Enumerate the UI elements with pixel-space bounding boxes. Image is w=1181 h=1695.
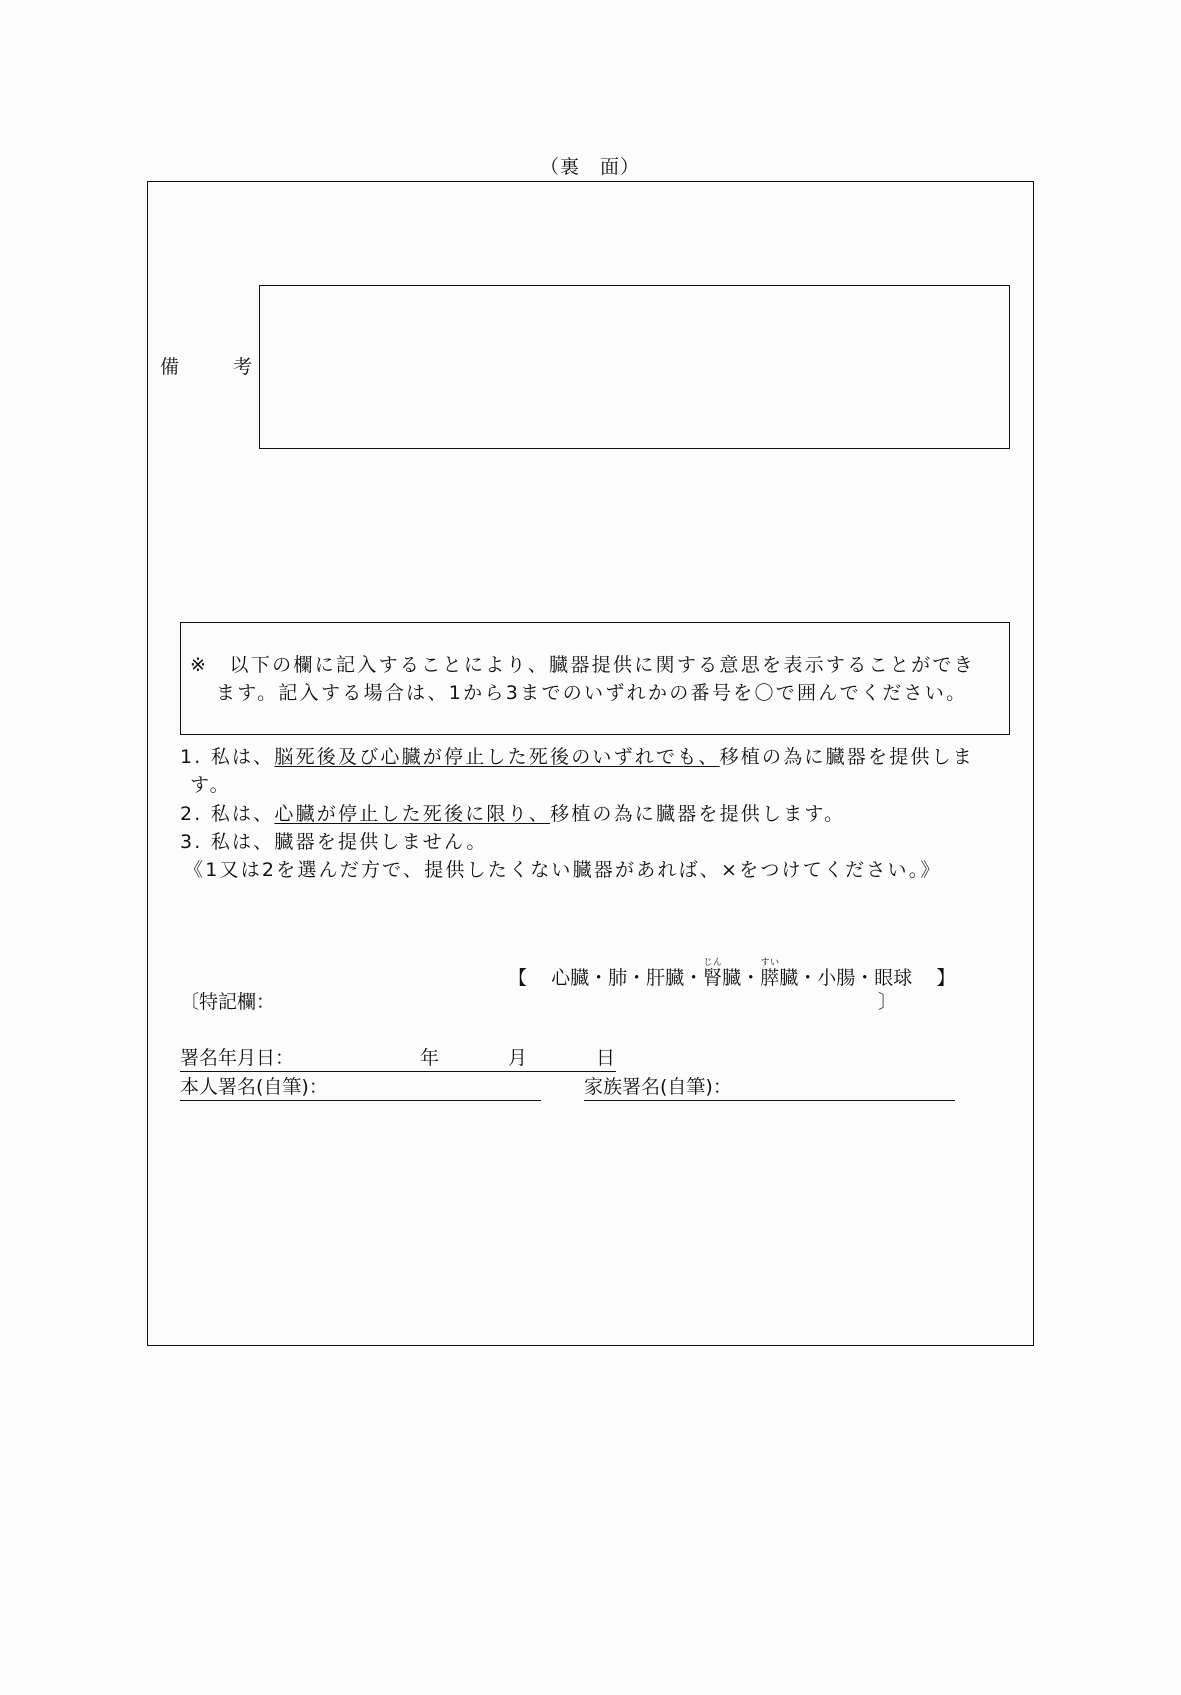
family-signature-field[interactable] — [584, 1072, 955, 1101]
option-number: 1. — [180, 746, 203, 768]
option-condition: 脳死後及び心臓が停止した死後のいずれでも、 — [274, 746, 720, 768]
organ-lung[interactable]: 肺 — [608, 967, 628, 989]
special-notes-close-bracket: 〕 — [878, 991, 898, 1013]
remarks-label-char-2: 考 — [233, 356, 253, 378]
organ-heart[interactable]: 心臓 — [551, 967, 590, 989]
remarks-field[interactable] — [259, 285, 1010, 449]
self-signature-label: 本人署名(自筆)： — [180, 1076, 328, 1098]
option-number: 3. — [180, 831, 203, 853]
organ-liver[interactable]: 肝臓 — [646, 967, 685, 989]
notice-text — [190, 651, 1010, 707]
organ-small-intestine[interactable]: 小腸 — [817, 967, 856, 989]
organ-exclusion-instruction: 《1又は2を選んだ方で、提供したくない臓器があれば、×をつけてください。》 — [184, 859, 942, 881]
organ-kidney[interactable]: 腎じん臓 — [703, 958, 742, 989]
option-1-continued: す。 — [190, 774, 231, 796]
special-notes-field[interactable] — [290, 985, 870, 1011]
special-notes-label: 〔特記欄： — [180, 991, 276, 1013]
notice-line-2: ます。記入する場合は、1から3までのいずれかの番号を〇で囲んでください。 — [216, 682, 968, 704]
remarks-label — [160, 352, 252, 379]
option-2[interactable]: 2. 私は、心臓が停止した死後に限り、移植の為に臓器を提供します。 — [180, 803, 846, 825]
self-signature-field[interactable] — [180, 1072, 541, 1101]
organ-list: 【 心臓・肺・肝臓・腎じん臓・膵すい臓・小腸・眼球 】 — [508, 958, 956, 989]
option-condition: 心臓が停止した死後に限り、 — [274, 803, 550, 825]
signature-date-label: 署名年月日： — [180, 1047, 295, 1069]
family-signature-label: 家族署名(自筆)： — [584, 1076, 732, 1098]
option-number: 2. — [180, 803, 203, 825]
option-1[interactable]: 1. 私は、脳死後及び心臓が停止した死後のいずれでも、移植の為に臓器を提供しま — [180, 746, 974, 768]
option-3[interactable]: 3. 私は、臓器を提供しません。 — [180, 831, 488, 853]
organ-pancreas[interactable]: 膵すい臓 — [760, 958, 799, 989]
day-label: 日 — [596, 1047, 616, 1069]
month-label: 月 — [508, 1047, 528, 1069]
signature-date-field[interactable] — [180, 1043, 616, 1072]
remarks-label-char-1: 備 — [160, 356, 180, 378]
page-title: （裏 面） — [540, 156, 641, 178]
organ-eyeball[interactable]: 眼球 — [874, 967, 913, 989]
notice-line-1: ※ 以下の欄に記入することにより、臓器提供に関する意思を表示することができ — [190, 654, 976, 676]
year-label: 年 — [420, 1047, 440, 1069]
